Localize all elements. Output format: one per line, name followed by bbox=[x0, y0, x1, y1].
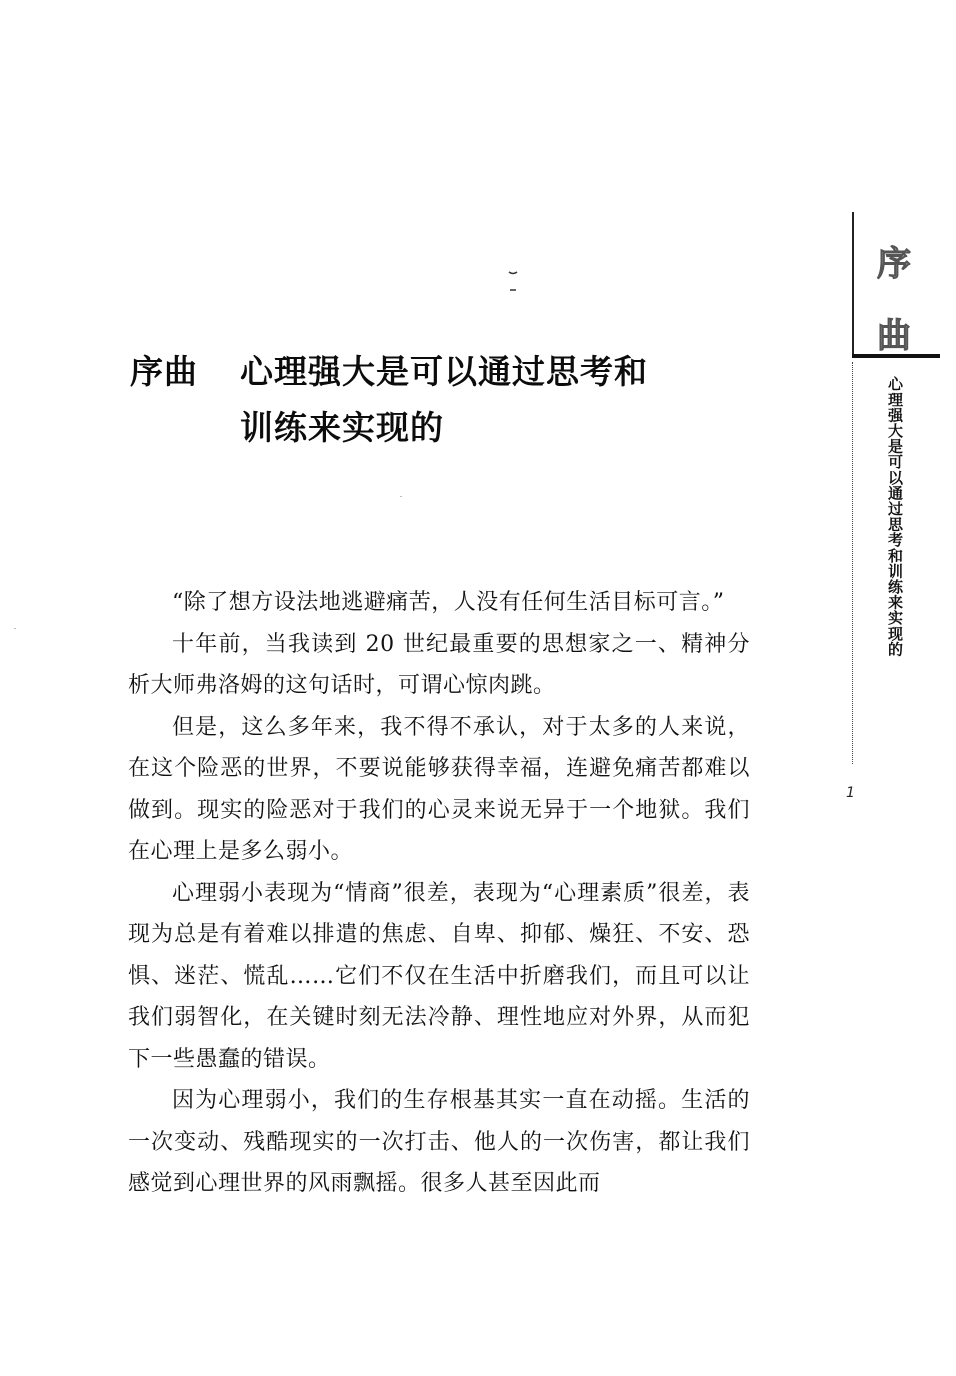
paragraph: 十年前，当我读到 20 世纪最重要的思想家之一、精神分析大师弗洛姆的这句话时，可谓心惊肉跳。 bbox=[128, 631, 750, 698]
scan-speck bbox=[14, 628, 16, 629]
paragraph: 但是，这么多年来，我不得不承认，对于太多的人来说，在这个险恶的世界，不要说能够获得幸福，连避免痛苦都难以做到。现实的险恶对于我们的心灵来说无异于一个地狱。我们在心理上是多么弱小。 bbox=[128, 714, 750, 864]
chapter-title-line2: 训练来实现的 bbox=[240, 408, 444, 447]
scan-speck bbox=[400, 496, 402, 497]
running-head-title: 心理强大是可以通过思考和训练来实现的 bbox=[886, 376, 904, 657]
running-head-char: 序 bbox=[877, 244, 911, 284]
running-head-char: 曲 bbox=[877, 316, 911, 356]
page-number: 1 bbox=[846, 785, 855, 801]
margin-rule-vertical bbox=[852, 212, 854, 358]
paragraph: 因为心理弱小，我们的生存根基其实一直在动摇。生活的一次变动、残酷现实的一次打击、他人的一次伤害，都让我们感觉到心理世界的风雨飘摇。很多人甚至因此而 bbox=[128, 1088, 750, 1196]
body-text bbox=[128, 582, 750, 1205]
paragraph: “除了想方设法地逃避痛苦，人没有任何生活目标可言。” bbox=[172, 590, 725, 615]
ornament-mark bbox=[506, 266, 520, 296]
chapter-label: 序曲 bbox=[130, 352, 198, 391]
chapter-title-text-1: 心理强大是可以通过思考和 bbox=[240, 352, 648, 391]
chapter-title bbox=[130, 344, 648, 456]
margin-rule-dotted bbox=[852, 362, 853, 764]
chapter-title-line1 bbox=[130, 344, 648, 400]
running-head-chapter bbox=[866, 228, 922, 372]
paragraph: 心理弱小表现为“情商”很差，表现为“心理素质”很差，表现为总是有着难以排遣的焦虑、自卑、抑郁、燥狂、不安、恐惧、迷茫、慌乱……它们不仅在生活中折磨我们，而且可以让我们弱智化，在关键时刻无法冷静、理性地应对外界，从而犯下一些愚蠢的错误。 bbox=[128, 880, 750, 1072]
